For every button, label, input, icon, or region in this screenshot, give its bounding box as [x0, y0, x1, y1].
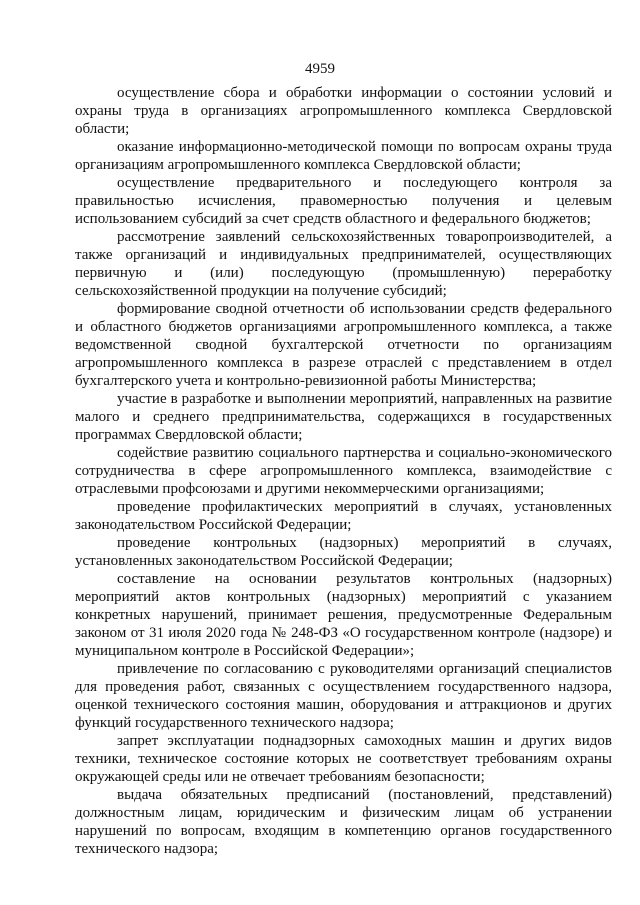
paragraph-11: привлечение по согласованию с руководителями организаций специалистов для проведения работ, связанных с осуществлением государственного надзора, оценкой технического состояния машин, оборудования и аттракционов и других функций государственного технического надзора; — [75, 661, 612, 731]
document-body — [75, 84, 612, 858]
paragraph-12: запрет эксплуатации поднадзорных самоходных машин и других видов техники, техническое состояние которых не соответствует требованиям охраны окружающей среды или не отвечает требованиям безопасности; — [75, 733, 612, 785]
paragraph-1: осуществление сбора и обработки информации о состоянии условий и охраны труда в организациях агропромышленного комплекса Свердловской области; — [75, 85, 612, 137]
paragraph-9: проведение контрольных (надзорных) мероприятий в случаях, установленных законодательством Российской Федерации; — [75, 535, 612, 569]
paragraph-2: оказание информационно-методической помощи по вопросам охраны труда организациям агропромышленного комплекса Свердловской области; — [75, 139, 612, 173]
paragraph-13: выдача обязательных предписаний (постановлений, представлений) должностным лицам, юридическим и физическим лицам об устранении нарушений по вопросам, входящим в компетенцию органов государственного технического надзора; — [75, 787, 612, 857]
paragraph-8: проведение профилактических мероприятий в случаях, установленных законодательством Российской Федерации; — [75, 499, 612, 533]
paragraph-7: содействие развитию социального партнерства и социально-экономического сотрудничества в сфере агропромышленного комплекса, взаимодействие с отраслевыми профсоюзами и другими некоммерческими организациями; — [75, 445, 612, 497]
paragraph-3: осуществление предварительного и последующего контроля за правильностью исчисления, правомерностью получения и целевым использованием субсидий за счет средств областного и федерального бюджетов; — [75, 175, 612, 227]
page-number: 4959 — [305, 61, 335, 77]
paragraph-4: рассмотрение заявлений сельскохозяйственных товаропроизводителей, а также организаций и индивидуальных предпринимателей, осуществляющих первичную и (или) последующую (промышленную) переработку сельскохозяйственной продукции на получение субсидий; — [75, 229, 612, 299]
paragraph-6: участие в разработке и выполнении мероприятий, направленных на развитие малого и среднего предпринимательства, содержащихся в государственных программах Свердловской области; — [75, 391, 612, 443]
paragraph-10: составление на основании результатов контрольных (надзорных) мероприятий актов контрольных (надзорных) мероприятий с указанием конкретных нарушений, принимает решения, предусмотренные Федеральным законом от 31 июля 2020 года № 248-ФЗ «О государственном контроле (надзоре) и муниципальном контроле в Российской Федерации»; — [75, 571, 612, 659]
paragraph-5: формирование сводной отчетности об использовании средств федерального и областного бюджетов организациями агропромышленного комплекса, а также ведомственной сводной бухгалтерской отчетности по организациям агропромышленного комплекса в разрезе отраслей с представлением в отдел бухгалтерского учета и контрольно-ревизионной работы Министерства; — [75, 301, 612, 389]
